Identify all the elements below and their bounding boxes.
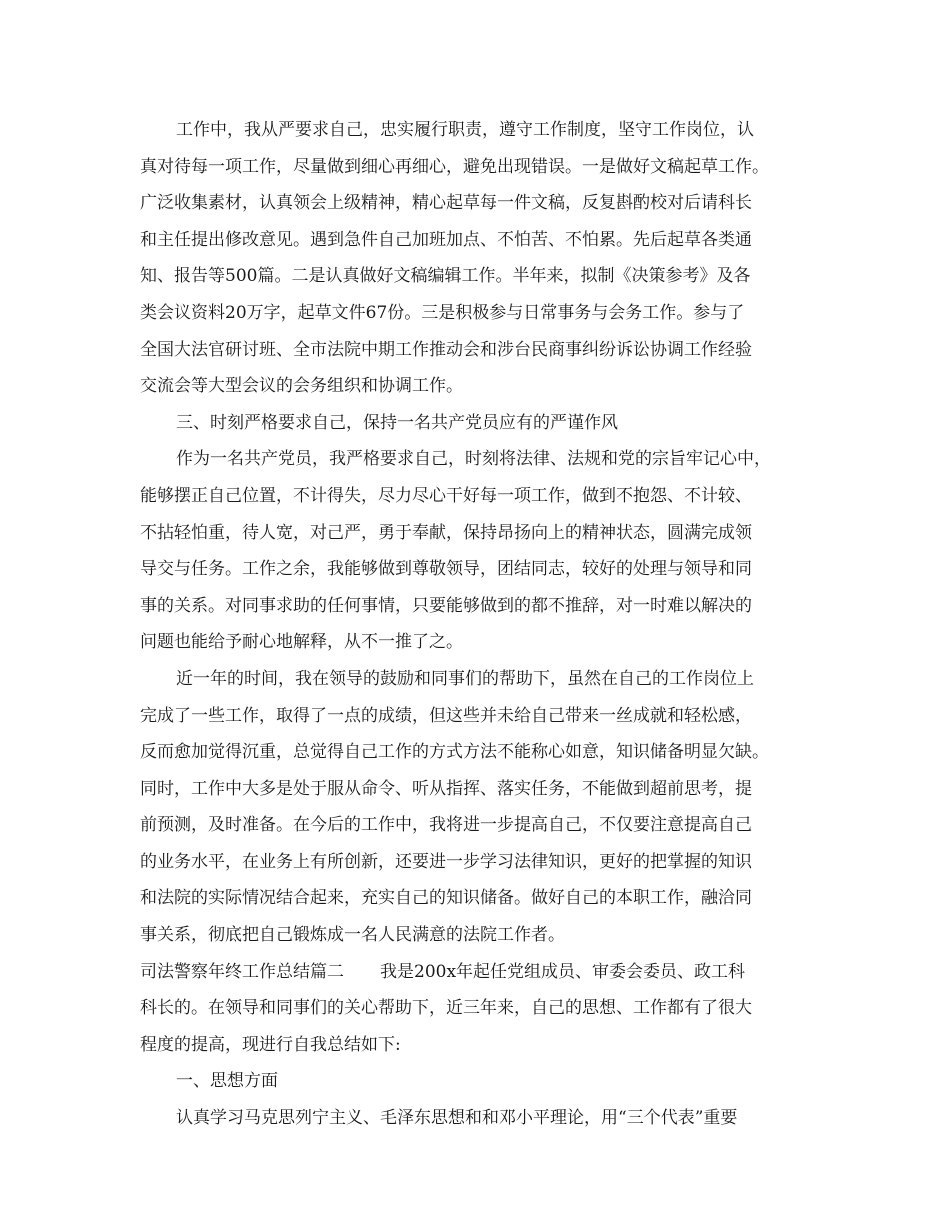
paragraph-line: 认真学习马克思列宁主义、毛泽东思想和和邓小平理论，用“三个代表”重要	[176, 1108, 738, 1129]
section-heading: 三、时刻严格要求自己，保持一名共产党员应有的严谨作风	[176, 412, 618, 433]
paragraph-line: 问题也能给予耐心地解释，从不一推了之。	[140, 632, 463, 653]
paragraph-line: 类会议资料20万字，起草文件67份。三是积极参与日常事务与会务工作。参与了	[140, 302, 745, 323]
paragraph-line: 作为一名共产党员，我严格要求自己，时刻将法律、法规和党的宗旨牢记心中，	[176, 449, 771, 470]
paragraph-line: 完成了一些工作，取得了一点的成绩，但这些并未给自己带来一丝成就和轻松感，	[140, 705, 752, 726]
paragraph-line: 我是200x年起任党组成员、审委会委员、政工科	[380, 961, 746, 982]
paragraph-line: 和法院的实际情况结合起来，充实自己的知识储备。做好自己的本职工作，融洽同	[140, 888, 752, 909]
sub-heading: 一、思想方面	[176, 1071, 278, 1092]
paragraph-line: 导交与任务。工作之余，我能够做到尊敬领导，团结同志，较好的处理与领导和同	[140, 559, 752, 580]
paragraph-line: 程度的提高，现进行自我总结如下:	[140, 1034, 401, 1055]
paragraph-line: 知、报告等500篇。二是认真做好文稿编辑工作。半年来，拟制《决策参考》及各	[140, 266, 751, 287]
paragraph-line: 能够摆正自己位置，不计得失，尽力尽心干好每一项工作，做到不抱怨、不计较、	[140, 485, 752, 506]
paragraph-line: 科长的。在领导和同事们的关心帮助下，近三年来，自己的思想、工作都有了很大	[140, 998, 752, 1019]
paragraph-line: 交流会等大型会议的会务组织和协调工作。	[140, 376, 463, 397]
paragraph-line: 同时，工作中大多是处于服从命令、听从指挥、落实任务，不能做到超前思考，提	[140, 778, 752, 799]
paragraph-line: 真对待每一项工作，尽量做到细心再细心，避免出现错误。一是做好文稿起草工作。	[140, 156, 769, 177]
section-title-line	[140, 954, 830, 991]
paragraph-line: 广泛收集素材，认真领会上级精神，精心起草每一件文稿，反复斟酌校对后请科长	[140, 193, 752, 214]
paragraph-line: 反而愈加觉得沉重，总觉得自己工作的方式方法不能称心如意，知识储备明显欠缺。	[140, 742, 769, 763]
paragraph-line: 事的关系。对同事求助的任何事情，只要能够做到的都不推辞，对一时难以解决的	[140, 595, 752, 616]
paragraph-line: 和主任提出修改意见。遇到急件自己加班加点、不怕苦、不怕累。先后起草各类通	[140, 229, 752, 250]
paragraph-line: 不拈轻怕重，待人宽，对己严，勇于奉献，保持昂扬向上的精神状态，圆满完成领	[140, 522, 752, 543]
paragraph-line: 事关系，彻底把自己锻炼成一名人民满意的法院工作者。	[140, 925, 565, 946]
paragraph-line: 全国大法官研讨班、全市法院中期工作推动会和涉台民商事纠纷诉讼协调工作经验	[140, 339, 752, 360]
section-title: 司法警察年终工作总结篇二	[140, 961, 344, 982]
paragraph-line: 前预测，及时准备。在今后的工作中，我将进一步提高自己，不仅要注意提高自己	[140, 815, 752, 836]
paragraph-line: 近一年的时间，我在领导的鼓励和同事们的帮助下，虽然在自己的工作岗位上	[176, 668, 754, 689]
paragraph-line: 工作中，我从严要求自己，忠实履行职责，遵守工作制度，坚守工作岗位，认	[176, 120, 754, 140]
paragraph-line: 的业务水平，在业务上有所创新，还要进一步学习法律知识，更好的把掌握的知识	[140, 851, 752, 872]
document-page	[140, 112, 830, 1137]
